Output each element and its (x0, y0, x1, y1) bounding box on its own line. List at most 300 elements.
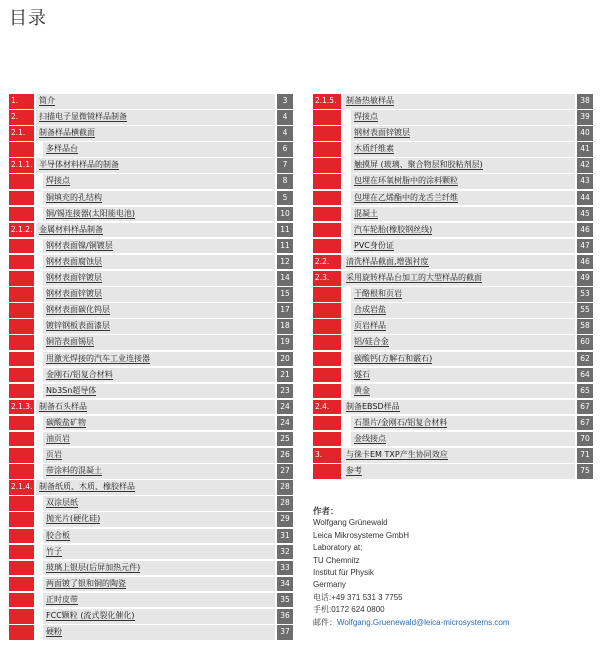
toc-entry-page: 7 (277, 158, 293, 173)
toc-entry[interactable] (9, 287, 293, 303)
toc-entry-page: 40 (577, 126, 593, 141)
toc-entry-title[interactable]: 金属材料样品制备 (39, 224, 103, 234)
toc-entry-page: 58 (577, 319, 593, 334)
toc-entry-title[interactable]: 页岩样品 (354, 321, 386, 331)
toc-entry-number: 2.1.4. (9, 480, 34, 495)
toc-entry-page: 46 (577, 255, 593, 270)
toc-entry-number (9, 271, 34, 286)
toc-entry-title[interactable]: 焊接点 (46, 176, 70, 186)
toc-left-column (9, 94, 293, 641)
toc-entry-page: 26 (277, 448, 293, 463)
toc-entry[interactable] (313, 207, 593, 223)
toc-entry-title-cell (43, 207, 275, 222)
author-line: Institut für Physik (313, 568, 374, 578)
toc-entry-number (9, 625, 34, 640)
toc-entry[interactable] (313, 368, 593, 384)
toc-entry-title-cell (43, 255, 275, 270)
toc-entry-title[interactable]: 采用旋转样品台加工的大型样品的截面 (346, 273, 482, 283)
toc-entry-title[interactable]: 制备EBSD样品 (346, 401, 400, 411)
toc-entry-title[interactable]: 镀锌钢板表面漆层 (46, 321, 110, 331)
toc-entry-title-cell (43, 432, 275, 447)
toc-entry-page: 43 (577, 174, 593, 189)
toc-entry-number (9, 512, 34, 527)
toc-entry-number (313, 368, 341, 383)
toc-entry-title[interactable]: 钢材表面锌镀层 (46, 273, 102, 283)
toc-entry-number: 2.1. (9, 126, 34, 141)
toc-entry-title[interactable]: 双涂层纸 (46, 498, 78, 508)
toc-entry[interactable] (313, 223, 593, 239)
toc-entry-number (313, 432, 341, 447)
toc-entry-number (313, 319, 341, 334)
toc-entry-title-cell (351, 368, 575, 383)
toc-entry-title[interactable]: 铜填充的孔结构 (46, 192, 102, 202)
toc-entry-number: 2.2. (313, 255, 341, 270)
toc-entry-number: 2.1.3. (9, 400, 34, 415)
toc-entry-title[interactable]: 钢材表面碳化钨层 (46, 305, 110, 315)
toc-entry-title[interactable]: 页岩 (46, 450, 62, 460)
email-link[interactable]: Wolfgang.Gruenewald@leica-microsystems.com (337, 617, 510, 627)
toc-entry-title-cell (351, 416, 575, 431)
toc-entry[interactable] (313, 384, 593, 400)
toc-entry-title-cell (43, 416, 275, 431)
toc-entry[interactable] (9, 480, 293, 496)
toc-entry-title-cell (343, 448, 575, 463)
toc-entry-title[interactable]: 玻璃上银层(后屏加热元件) (46, 562, 141, 572)
toc-entry-title-cell (43, 593, 275, 608)
toc-entry[interactable] (9, 239, 293, 255)
toc-entry-title[interactable]: 钢材表面腐蚀层 (46, 256, 102, 266)
toc-entry-title[interactable]: 铝/硅合金 (354, 337, 389, 347)
toc-entry-title-cell (351, 207, 575, 222)
toc-entry-title[interactable]: 金刚石/铝复合材料 (46, 369, 113, 379)
toc-entry[interactable] (313, 142, 593, 158)
toc-entry-number (9, 593, 34, 608)
toc-entry-title[interactable]: 参考 (346, 466, 362, 476)
toc-entry-number (313, 464, 341, 479)
toc-entry-title[interactable]: 金线接点 (354, 433, 386, 443)
toc-entry-title-cell (43, 384, 275, 399)
author-line: TU Chemnitz (313, 555, 360, 565)
toc-entry[interactable] (313, 464, 593, 480)
toc-entry[interactable] (9, 335, 293, 351)
toc-entry-title[interactable]: 铜箔表面锡层 (46, 337, 94, 347)
toc-entry-page: 24 (277, 416, 293, 431)
toc-entry-number (313, 223, 341, 238)
toc-entry-page: 8 (277, 174, 293, 189)
toc-entry-number (9, 464, 34, 479)
toc-entry[interactable] (313, 448, 593, 464)
toc-right-column (313, 94, 593, 480)
toc-entry-title-cell (43, 191, 275, 206)
toc-entry-title-cell (351, 319, 575, 334)
toc-entry-page: 41 (577, 142, 593, 157)
toc-entry-page: 11 (277, 239, 293, 254)
author-block (313, 505, 593, 629)
toc-entry-number (313, 303, 341, 318)
toc-entry-page: 75 (577, 464, 593, 479)
toc-entry-number (313, 335, 341, 350)
author-line: 电话:+49 371 531 3 7755 (313, 592, 403, 602)
toc-entry-title[interactable]: 清洗样品截面,增强衬度 (346, 256, 429, 266)
toc-entry[interactable] (313, 94, 593, 110)
toc-entry-title[interactable]: 制备样品横截面 (39, 128, 95, 138)
toc-entry-number (9, 255, 34, 270)
toc-entry-number: 2.1.1. (9, 158, 34, 173)
toc-entry-number (9, 239, 34, 254)
toc-entry[interactable] (9, 625, 293, 641)
toc-entry[interactable] (9, 432, 293, 448)
toc-entry-title[interactable]: 合成岩盐 (354, 305, 386, 315)
toc-entry-title-cell (43, 174, 275, 189)
toc-entry-title-cell (43, 561, 275, 576)
toc-entry-title-cell (351, 335, 575, 350)
toc-entry-title[interactable]: 干酪根和页岩 (354, 289, 402, 299)
toc-entry[interactable] (9, 142, 293, 158)
toc-entry[interactable] (313, 303, 593, 319)
toc-entry-title[interactable]: 硬粉 (46, 627, 62, 637)
toc-entry-page: 27 (277, 464, 293, 479)
toc-entry[interactable] (313, 191, 593, 207)
toc-entry-title-cell (351, 384, 575, 399)
toc-entry-title[interactable]: 包埋在乙烯酯中的龙舌兰纤维 (354, 192, 458, 202)
toc-entry-number (9, 191, 34, 206)
toc-entry-title[interactable]: PVC身份证 (354, 240, 394, 250)
toc-entry-title-cell (43, 368, 275, 383)
toc-entry-page: 21 (277, 368, 293, 383)
toc-entry-page: 11 (277, 223, 293, 238)
email-label: 邮件： (313, 617, 337, 627)
toc-entry-title-cell (43, 609, 275, 624)
toc-entry-title-cell (43, 239, 275, 254)
toc-entry-page: 25 (277, 432, 293, 447)
toc-entry[interactable] (313, 255, 593, 271)
toc-entry-title-cell (43, 545, 275, 560)
toc-entry-title-cell (351, 239, 575, 254)
toc-entry-title[interactable]: 用激光焊接的汽车工业连接器 (46, 353, 150, 363)
toc-entry-number (9, 577, 34, 592)
toc-entry-title[interactable]: 两面镀了银和铜的陶瓷 (46, 578, 126, 588)
toc-entry-page: 10 (277, 207, 293, 222)
toc-entry[interactable] (313, 287, 593, 303)
toc-entry-title-cell (351, 158, 575, 173)
toc-entry-page: 32 (277, 545, 293, 560)
toc-entry-title-cell (36, 158, 275, 173)
toc-entry-number: 2.3. (313, 271, 341, 286)
toc-entry-title-cell (43, 464, 275, 479)
toc-entry-number: 2.1.5. (313, 94, 341, 109)
toc-entry-number (9, 287, 34, 302)
toc-entry[interactable] (313, 158, 593, 174)
toc-entry-page: 55 (577, 303, 593, 318)
toc-entry-title-cell (351, 223, 575, 238)
toc-entry-title-cell (43, 625, 275, 640)
toc-entry-title-cell (36, 110, 275, 125)
toc-entry-title[interactable]: 燧石 (354, 369, 370, 379)
toc-entry-page: 47 (577, 239, 593, 254)
toc-entry-number (9, 561, 34, 576)
toc-entry-page: 5 (277, 191, 293, 206)
toc-entry-number: 3. (313, 448, 341, 463)
toc-entry-title[interactable]: 油页岩 (46, 433, 70, 443)
toc-entry[interactable] (9, 529, 293, 545)
toc-entry-title-cell (351, 174, 575, 189)
toc-entry-title-cell (43, 496, 275, 511)
toc-entry-title-cell (351, 287, 575, 302)
toc-entry[interactable] (9, 271, 293, 287)
author-line: Wolfgang Grünewald (313, 518, 388, 528)
toc-entry-page: 35 (277, 593, 293, 608)
toc-entry-page: 19 (277, 335, 293, 350)
author-line: Leica Mikrosysteme GmbH (313, 530, 410, 540)
toc-entry-number (9, 609, 34, 624)
toc-entry-title[interactable]: 制备石头样品 (39, 401, 87, 411)
toc-entry-page: 42 (577, 158, 593, 173)
toc-entry-title-cell (351, 110, 575, 125)
toc-entry[interactable] (313, 352, 593, 368)
toc-entry[interactable] (9, 448, 293, 464)
toc-entry[interactable] (313, 319, 593, 335)
toc-entry-page: 24 (277, 400, 293, 415)
toc-entry-page: 33 (277, 561, 293, 576)
toc-entry-title-cell (43, 529, 275, 544)
toc-entry[interactable] (9, 384, 293, 400)
toc-entry[interactable] (9, 126, 293, 142)
toc-entry-number (9, 368, 34, 383)
toc-entry-title-cell (343, 464, 575, 479)
toc-entry-number: 1. (9, 94, 34, 109)
toc-entry-title-cell (351, 303, 575, 318)
toc-entry-number (313, 191, 341, 206)
toc-entry-title[interactable]: 钢材表面镍/铜镀层 (46, 240, 113, 250)
toc-entry-title-cell (351, 126, 575, 141)
toc-entry-title-cell (36, 94, 275, 109)
toc-entry-title[interactable]: 胶合板 (46, 530, 70, 540)
toc-entry-number: 2. (9, 110, 34, 125)
toc-entry[interactable] (313, 432, 593, 448)
toc-entry-title[interactable]: 汽车轮胎(橡胶钢丝线) (354, 224, 433, 234)
toc-entry-title[interactable]: 竹子 (46, 546, 62, 556)
toc-entry-number (313, 384, 341, 399)
toc-entry-number (9, 319, 34, 334)
toc-entry-page: 37 (277, 625, 293, 640)
toc-entry-title-cell (36, 126, 275, 141)
toc-entry[interactable] (9, 223, 293, 239)
toc-entry-page: 18 (277, 319, 293, 334)
toc-entry-number (313, 126, 341, 141)
toc-entry-page: 60 (577, 335, 593, 350)
author-label: 作者： (313, 506, 339, 516)
toc-entry[interactable] (9, 561, 293, 577)
toc-entry-page: 49 (577, 271, 593, 286)
toc-entry-number (9, 496, 34, 511)
toc-entry[interactable] (9, 368, 293, 384)
toc-entry[interactable] (9, 319, 293, 335)
toc-entry-page: 31 (277, 529, 293, 544)
toc-entry[interactable] (9, 158, 293, 174)
toc-entry[interactable] (9, 207, 293, 223)
toc-entry-number (313, 352, 341, 367)
toc-entry[interactable] (9, 496, 293, 512)
toc-entry-title-cell (43, 448, 275, 463)
toc-entry[interactable] (313, 174, 593, 190)
toc-entry-title[interactable]: 制备纸质、木质、橡胶样品 (39, 482, 135, 492)
toc-entry-page: 46 (577, 223, 593, 238)
toc-entry-number (313, 174, 341, 189)
toc-entry-title[interactable]: 石墨片/金刚石/铝复合材料 (354, 417, 448, 427)
page-title: 目录 (9, 8, 47, 29)
toc-entry-page: 44 (577, 191, 593, 206)
toc-entry-title-cell (351, 142, 575, 157)
toc-entry-title[interactable]: 扫描电子显微镜样品制备 (39, 112, 127, 122)
toc-entry-number (9, 432, 34, 447)
toc-entry-number (9, 448, 34, 463)
toc-entry[interactable] (313, 110, 593, 126)
toc-entry-number: 2.1.2. (9, 223, 34, 238)
toc-entry[interactable] (9, 609, 293, 625)
toc-entry-page: 15 (277, 287, 293, 302)
toc-entry-page: 3 (277, 94, 293, 109)
toc-entry-title[interactable]: 简介 (39, 96, 55, 105)
toc-entry-page: 4 (277, 110, 293, 125)
toc-entry-page: 67 (577, 416, 593, 431)
toc-entry-page: 6 (277, 142, 293, 157)
toc-entry[interactable] (9, 416, 293, 432)
toc-entry-number (9, 142, 34, 157)
toc-entry-title-cell (351, 191, 575, 206)
toc-entry-title[interactable]: 铜/锡连接器(太阳能电池) (46, 208, 135, 218)
toc-entry-page: 70 (577, 432, 593, 447)
toc-entry-title[interactable]: 钢材表面锌镀层 (46, 289, 102, 299)
toc-entry-title-cell (36, 223, 275, 238)
toc-entry-number (9, 416, 34, 431)
toc-entry-title[interactable]: 包埋在环氧树脂中的涂料颗粒 (354, 176, 458, 186)
toc-entry-page: 34 (277, 577, 293, 592)
toc-entry-title[interactable]: 黄金 (354, 385, 370, 395)
toc-entry-title[interactable]: 碳酸钙(方解石和霰石) (354, 353, 433, 363)
toc-entry-number (9, 174, 34, 189)
toc-entry-number (9, 207, 34, 222)
toc-entry[interactable] (313, 416, 593, 432)
toc-entry-title[interactable]: 多样品台 (46, 144, 78, 154)
toc-entry-title-cell (43, 512, 275, 527)
toc-entry-title-cell (343, 94, 575, 109)
toc-entry-title-cell (43, 319, 275, 334)
toc-entry-number (9, 335, 34, 350)
toc-entry-title-cell (343, 271, 575, 286)
toc-entry[interactable] (313, 335, 593, 351)
toc-entry-title-cell (351, 352, 575, 367)
toc-entry-page: 53 (577, 287, 593, 302)
toc-entry-page: 39 (577, 110, 593, 125)
toc-entry-title-cell (43, 271, 275, 286)
toc-entry-title[interactable]: 焊接点 (354, 112, 378, 122)
toc-entry-title[interactable]: 钢材表面锌镀层 (354, 128, 410, 138)
toc-entry-title[interactable]: FCC颗粒 (流式裂化催化) (46, 611, 135, 620)
toc-entry-page: 71 (577, 448, 593, 463)
toc-entry-page: 14 (277, 271, 293, 286)
toc-entry-page: 28 (277, 496, 293, 511)
toc-entry-title-cell (343, 255, 575, 270)
toc-entry-title[interactable]: 半导体材料样品的制备 (39, 160, 119, 170)
toc-entry-page: 4 (277, 126, 293, 141)
toc-entry[interactable] (313, 126, 593, 142)
toc-entry-title[interactable]: 制备热敏样品 (346, 96, 394, 105)
toc-entry-title[interactable]: 碳酸盐矿物 (46, 417, 86, 427)
toc-entry-title[interactable]: 抛光片(硬化硅) (46, 514, 101, 524)
toc-entry-page: 36 (277, 609, 293, 624)
toc-entry[interactable] (9, 110, 293, 126)
toc-entry[interactable] (9, 400, 293, 416)
toc-entry[interactable] (313, 400, 593, 416)
toc-entry-page: 64 (577, 368, 593, 383)
author-line: 手机:0172 624 0800 (313, 605, 385, 615)
toc-entry-number (9, 352, 34, 367)
toc-entry-page: 62 (577, 352, 593, 367)
toc-entry[interactable] (313, 239, 593, 255)
toc-entry-title-cell (43, 303, 275, 318)
toc-entry-title[interactable]: 木质纤维素 (354, 144, 394, 154)
toc-entry-page: 29 (277, 512, 293, 527)
toc-entry-page: 20 (277, 352, 293, 367)
toc-entry-title[interactable]: 与徕卡EM TXP产生协同效应 (346, 450, 448, 460)
toc-entry[interactable] (9, 464, 293, 480)
toc-entry-page: 23 (277, 384, 293, 399)
author-email-line (313, 617, 593, 629)
toc-entry-page: 67 (577, 400, 593, 415)
toc-entry-page: 45 (577, 207, 593, 222)
toc-entry[interactable] (9, 545, 293, 561)
toc-entry-number: 2.4. (313, 400, 341, 415)
toc-entry[interactable] (9, 352, 293, 368)
toc-entry-number (313, 158, 341, 173)
toc-entry[interactable] (9, 191, 293, 207)
toc-entry[interactable] (313, 271, 593, 287)
toc-entry-number (313, 287, 341, 302)
toc-entry-title-cell (43, 352, 275, 367)
toc-entry-title-cell (36, 400, 275, 415)
toc-entry-title[interactable]: 正时皮带 (46, 594, 78, 604)
toc-entry-page: 12 (277, 255, 293, 270)
toc-entry-number (313, 110, 341, 125)
toc-entry-number (313, 142, 341, 157)
toc-entry-title-cell (343, 400, 575, 415)
author-line: Germany (313, 580, 346, 590)
toc-entry[interactable] (9, 577, 293, 593)
toc-entry-title[interactable]: 带涂料的混凝土 (46, 466, 102, 476)
toc-entry-number (9, 529, 34, 544)
author-line: Laboratory at: (313, 543, 363, 553)
toc-entry[interactable] (9, 255, 293, 271)
toc-entry-title[interactable]: 触摸屏 (玻璃、聚合物层和胶粘剂层) (354, 160, 483, 170)
toc-entry-number (9, 545, 34, 560)
toc-entry[interactable] (9, 174, 293, 190)
toc-entry[interactable] (9, 303, 293, 319)
toc-entry-title-cell (43, 335, 275, 350)
toc-entry[interactable] (9, 94, 293, 110)
toc-entry-page: 38 (577, 94, 593, 109)
toc-entry-title-cell (351, 432, 575, 447)
toc-entry-number (313, 239, 341, 254)
toc-entry-title[interactable]: Nb3Sn超导体 (46, 385, 97, 395)
toc-entry-number (9, 303, 34, 318)
toc-entry-title[interactable]: 混凝土 (354, 208, 378, 218)
toc-entry[interactable] (9, 593, 293, 609)
toc-entry[interactable] (9, 512, 293, 528)
toc-entry-title-cell (43, 577, 275, 592)
toc-entry-title-cell (36, 480, 275, 495)
toc-entry-number (313, 207, 341, 222)
toc-entry-page: 65 (577, 384, 593, 399)
